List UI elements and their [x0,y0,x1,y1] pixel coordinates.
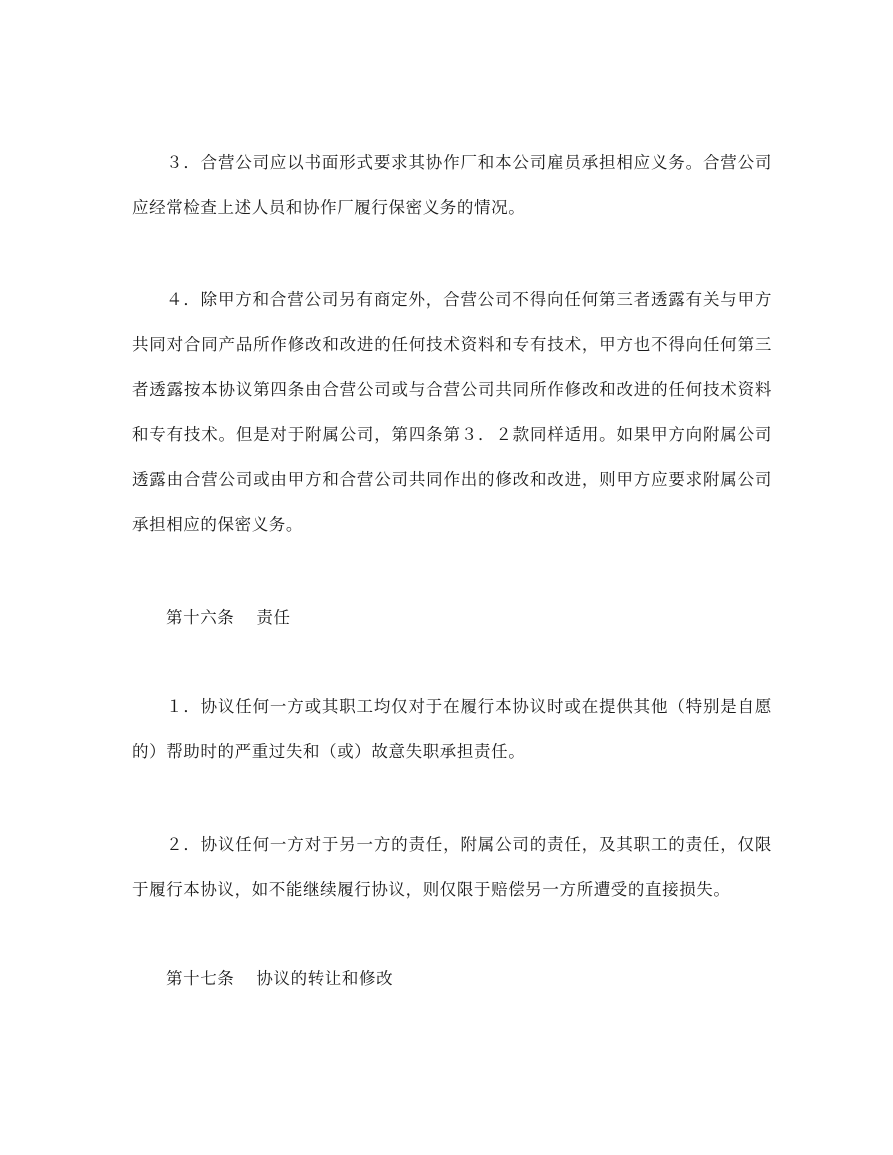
article-16-title: 责任 [256,608,291,627]
article-16-clause-1: １．协议任何一方或其职工均仅对于在履行本协议时或在提供其他（特别是自愿的）帮助时的严重过失和（或）故意失职承担责任。 [132,697,772,761]
clause-3-paragraph: ３．合营公司应以书面形式要求其协作厂和本公司雇员承担相应义务。合营公司应经常检查上述人员和协作厂履行保密义务的情况。 [132,153,772,217]
article-16-number: 第十六条 [166,608,235,627]
article-17-heading [166,964,393,994]
article-16-heading [166,603,291,633]
article-17-number: 第十七条 [166,969,235,988]
article-16-clause-2: ２．协议任何一方对于另一方的责任，附属公司的责任，及其职工的责任，仅限于履行本协议，如不能继续履行协议，则仅限于赔偿另一方所遭受的直接损失。 [132,835,772,899]
clause-4-paragraph: ４．除甲方和合营公司另有商定外，合营公司不得向任何第三者透露有关与甲方共同对合同产品所作修改和改进的任何技术资料和专有技术，甲方也不得向任何第三者透露按本协议第四条由合营公司或与合营公司共同所作修改和改进的任何技术资料和专有技术。但是对于附属公司，第四条第３．２款同样适用。如果甲方向附属公司透露由合营公司或由甲方和合营公司共同作出的修改和改进，则甲方应要求附属公司承担相应的保密义务。 [132,290,772,534]
article-17-title: 协议的转让和修改 [256,969,394,988]
